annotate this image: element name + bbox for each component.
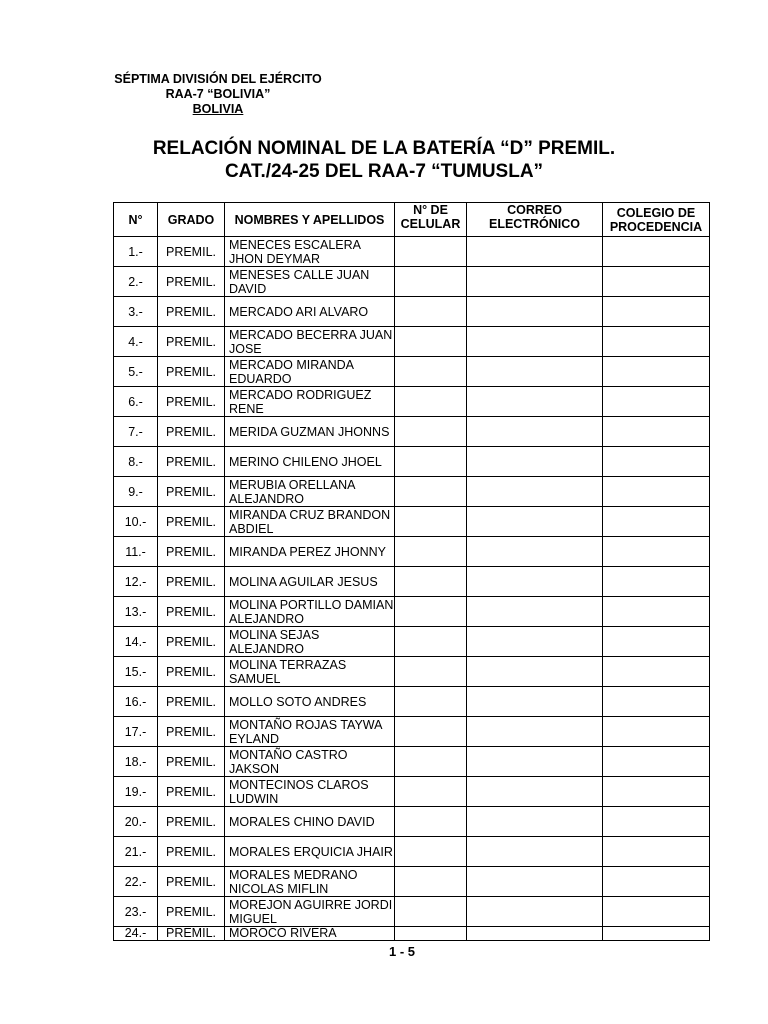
- cell-num: 13.-: [114, 597, 158, 627]
- cell-num: 18.-: [114, 747, 158, 777]
- cell-num: 19.-: [114, 777, 158, 807]
- cell-grado: PREMIL.: [158, 747, 225, 777]
- cell-grado: PREMIL.: [158, 627, 225, 657]
- cell-correo: [467, 477, 603, 507]
- cell-name: MERIDA GUZMAN JHONNS: [225, 417, 395, 447]
- cell-correo: [467, 687, 603, 717]
- cell-celular: [395, 837, 467, 867]
- document-title: [60, 137, 708, 183]
- cell-grado: PREMIL.: [158, 297, 225, 327]
- cell-correo: [467, 897, 603, 927]
- table-row: [114, 237, 710, 267]
- col-header-correo: CORREO ELECTRÓNICO: [467, 203, 603, 237]
- cell-name: MOREJON AGUIRRE JORDI MIGUEL: [225, 897, 395, 927]
- document-header: [108, 72, 328, 117]
- cell-colegio: [603, 657, 710, 687]
- cell-name: MERCADO RODRIGUEZ RENE: [225, 387, 395, 417]
- cell-num: 21.-: [114, 837, 158, 867]
- cell-colegio: [603, 267, 710, 297]
- cell-correo: [467, 417, 603, 447]
- cell-grado: PREMIL.: [158, 597, 225, 627]
- cell-colegio: [603, 387, 710, 417]
- cell-colegio: [603, 537, 710, 567]
- cell-celular: [395, 387, 467, 417]
- cell-celular: [395, 627, 467, 657]
- table-row: [114, 597, 710, 627]
- cell-name: MONTECINOS CLAROS LUDWIN: [225, 777, 395, 807]
- table-row: [114, 507, 710, 537]
- table-row: [114, 927, 710, 941]
- cell-correo: [467, 447, 603, 477]
- cell-correo: [467, 717, 603, 747]
- table-row: [114, 657, 710, 687]
- cell-celular: [395, 477, 467, 507]
- cell-name: MERINO CHILENO JHOEL: [225, 447, 395, 477]
- cell-correo: [467, 777, 603, 807]
- table-row: [114, 807, 710, 837]
- cell-colegio: [603, 867, 710, 897]
- cell-grado: PREMIL.: [158, 537, 225, 567]
- cell-celular: [395, 537, 467, 567]
- cell-num: 11.-: [114, 537, 158, 567]
- cell-colegio: [603, 327, 710, 357]
- cell-grado: PREMIL.: [158, 477, 225, 507]
- cell-num: 7.-: [114, 417, 158, 447]
- cell-num: 3.-: [114, 297, 158, 327]
- col-header-grado: GRADO: [158, 203, 225, 237]
- cell-num: 9.-: [114, 477, 158, 507]
- cell-correo: [467, 627, 603, 657]
- cell-num: 14.-: [114, 627, 158, 657]
- cell-name: MIRANDA CRUZ BRANDON ABDIEL: [225, 507, 395, 537]
- cell-name: MONTAÑO CASTRO JAKSON: [225, 747, 395, 777]
- cell-correo: [467, 567, 603, 597]
- cell-correo: [467, 507, 603, 537]
- cell-colegio: [603, 567, 710, 597]
- cell-grado: PREMIL.: [158, 357, 225, 387]
- cell-celular: [395, 687, 467, 717]
- cell-colegio: [603, 477, 710, 507]
- table-row: [114, 717, 710, 747]
- cell-name: MOROCO RIVERA: [225, 927, 395, 941]
- cell-colegio: [603, 357, 710, 387]
- cell-grado: PREMIL.: [158, 327, 225, 357]
- col-header-colegio: COLEGIO DE PROCEDENCIA: [603, 203, 710, 237]
- table-row: [114, 777, 710, 807]
- cell-grado: PREMIL.: [158, 267, 225, 297]
- cell-colegio: [603, 237, 710, 267]
- cell-num: 20.-: [114, 807, 158, 837]
- table-row: [114, 357, 710, 387]
- table-row: [114, 477, 710, 507]
- cell-correo: [467, 327, 603, 357]
- cell-colegio: [603, 447, 710, 477]
- cell-colegio: [603, 837, 710, 867]
- col-header-number: N°: [114, 203, 158, 237]
- cell-name: MOLLO SOTO ANDRES: [225, 687, 395, 717]
- title-line-1: RELACIÓN NOMINAL DE LA BATERÍA “D” PREMIL.: [152, 138, 616, 159]
- header-division: SÉPTIMA DIVISIÓN DEL EJÉRCITO: [114, 72, 322, 86]
- cell-correo: [467, 837, 603, 867]
- cell-correo: [467, 807, 603, 837]
- table-row: [114, 687, 710, 717]
- table-row: [114, 537, 710, 567]
- table-row: [114, 627, 710, 657]
- header-regiment: RAA-7 “BOLIVIA”: [165, 87, 271, 101]
- cell-num: 23.-: [114, 897, 158, 927]
- cell-grado: PREMIL.: [158, 927, 225, 941]
- cell-correo: [467, 747, 603, 777]
- cell-num: 17.-: [114, 717, 158, 747]
- header-country: BOLIVIA: [192, 102, 244, 116]
- cell-correo: [467, 597, 603, 627]
- cell-num: 12.-: [114, 567, 158, 597]
- cell-name: MONTAÑO ROJAS TAYWA EYLAND: [225, 717, 395, 747]
- table-row: [114, 327, 710, 357]
- cell-grado: PREMIL.: [158, 447, 225, 477]
- cell-celular: [395, 927, 467, 941]
- cell-name: MORALES ERQUICIA JHAIR: [225, 837, 395, 867]
- table-row: [114, 567, 710, 597]
- cell-grado: PREMIL.: [158, 687, 225, 717]
- cell-num: 6.-: [114, 387, 158, 417]
- cell-name: MENECES ESCALERA JHON DEYMAR: [225, 237, 395, 267]
- table-row: [114, 897, 710, 927]
- cell-grado: PREMIL.: [158, 897, 225, 927]
- cell-correo: [467, 357, 603, 387]
- cell-grado: PREMIL.: [158, 417, 225, 447]
- roster-table: [113, 202, 710, 941]
- table-row: [114, 267, 710, 297]
- cell-grado: PREMIL.: [158, 387, 225, 417]
- col-header-celular: N° DE CELULAR: [395, 203, 467, 237]
- cell-colegio: [603, 717, 710, 747]
- cell-num: 8.-: [114, 447, 158, 477]
- cell-correo: [467, 537, 603, 567]
- cell-celular: [395, 657, 467, 687]
- cell-celular: [395, 897, 467, 927]
- cell-grado: PREMIL.: [158, 867, 225, 897]
- cell-grado: PREMIL.: [158, 567, 225, 597]
- cell-name: MOLINA PORTILLO DAMIAN ALEJANDRO: [225, 597, 395, 627]
- cell-name: MORALES CHINO DAVID: [225, 807, 395, 837]
- table-row: [114, 387, 710, 417]
- page-number: 1 - 5: [388, 944, 415, 959]
- cell-celular: [395, 717, 467, 747]
- cell-name: MERCADO ARI ALVARO: [225, 297, 395, 327]
- cell-name: MENESES CALLE JUAN DAVID: [225, 267, 395, 297]
- cell-celular: [395, 807, 467, 837]
- cell-name: MOLINA TERRAZAS SAMUEL: [225, 657, 395, 687]
- cell-num: 22.-: [114, 867, 158, 897]
- cell-celular: [395, 327, 467, 357]
- cell-num: 15.-: [114, 657, 158, 687]
- cell-colegio: [603, 777, 710, 807]
- cell-num: 1.-: [114, 237, 158, 267]
- cell-celular: [395, 417, 467, 447]
- cell-name: MORALES MEDRANO NICOLAS MIFLIN: [225, 867, 395, 897]
- cell-colegio: [603, 507, 710, 537]
- table-header-row: [114, 203, 710, 237]
- cell-grado: PREMIL.: [158, 717, 225, 747]
- cell-name: MERCADO MIRANDA EDUARDO: [225, 357, 395, 387]
- cell-num: 16.-: [114, 687, 158, 717]
- table-row: [114, 867, 710, 897]
- cell-correo: [467, 387, 603, 417]
- table-body: [114, 237, 710, 941]
- cell-celular: [395, 867, 467, 897]
- cell-grado: PREMIL.: [158, 777, 225, 807]
- table-row: [114, 747, 710, 777]
- cell-celular: [395, 507, 467, 537]
- cell-correo: [467, 237, 603, 267]
- cell-colegio: [603, 297, 710, 327]
- cell-num: 4.-: [114, 327, 158, 357]
- cell-celular: [395, 777, 467, 807]
- cell-colegio: [603, 687, 710, 717]
- cell-colegio: [603, 597, 710, 627]
- cell-celular: [395, 357, 467, 387]
- cell-name: MOLINA SEJAS ALEJANDRO: [225, 627, 395, 657]
- cell-colegio: [603, 807, 710, 837]
- title-line-2: CAT./24-25 DEL RAA-7 “TUMUSLA”: [224, 161, 544, 182]
- cell-colegio: [603, 417, 710, 447]
- cell-correo: [467, 297, 603, 327]
- cell-num: 2.-: [114, 267, 158, 297]
- cell-colegio: [603, 897, 710, 927]
- cell-num: 10.-: [114, 507, 158, 537]
- cell-celular: [395, 237, 467, 267]
- table-row: [114, 447, 710, 477]
- cell-celular: [395, 297, 467, 327]
- table-row: [114, 837, 710, 867]
- cell-grado: PREMIL.: [158, 507, 225, 537]
- cell-celular: [395, 747, 467, 777]
- cell-grado: PREMIL.: [158, 237, 225, 267]
- table-row: [114, 417, 710, 447]
- cell-correo: [467, 867, 603, 897]
- cell-name: MIRANDA PEREZ JHONNY: [225, 537, 395, 567]
- cell-correo: [467, 657, 603, 687]
- cell-celular: [395, 567, 467, 597]
- cell-num: 24.-: [114, 927, 158, 941]
- cell-celular: [395, 447, 467, 477]
- cell-name: MOLINA AGUILAR JESUS: [225, 567, 395, 597]
- cell-colegio: [603, 747, 710, 777]
- col-header-nombres: NOMBRES Y APELLIDOS: [225, 203, 395, 237]
- cell-celular: [395, 267, 467, 297]
- cell-grado: PREMIL.: [158, 657, 225, 687]
- cell-name: MERUBIA ORELLANA ALEJANDRO: [225, 477, 395, 507]
- cell-name: MERCADO BECERRA JUAN JOSE: [225, 327, 395, 357]
- cell-grado: PREMIL.: [158, 807, 225, 837]
- cell-correo: [467, 267, 603, 297]
- cell-colegio: [603, 927, 710, 941]
- cell-num: 5.-: [114, 357, 158, 387]
- table-row: [114, 297, 710, 327]
- cell-colegio: [603, 627, 710, 657]
- cell-celular: [395, 597, 467, 627]
- cell-grado: PREMIL.: [158, 837, 225, 867]
- cell-correo: [467, 927, 603, 941]
